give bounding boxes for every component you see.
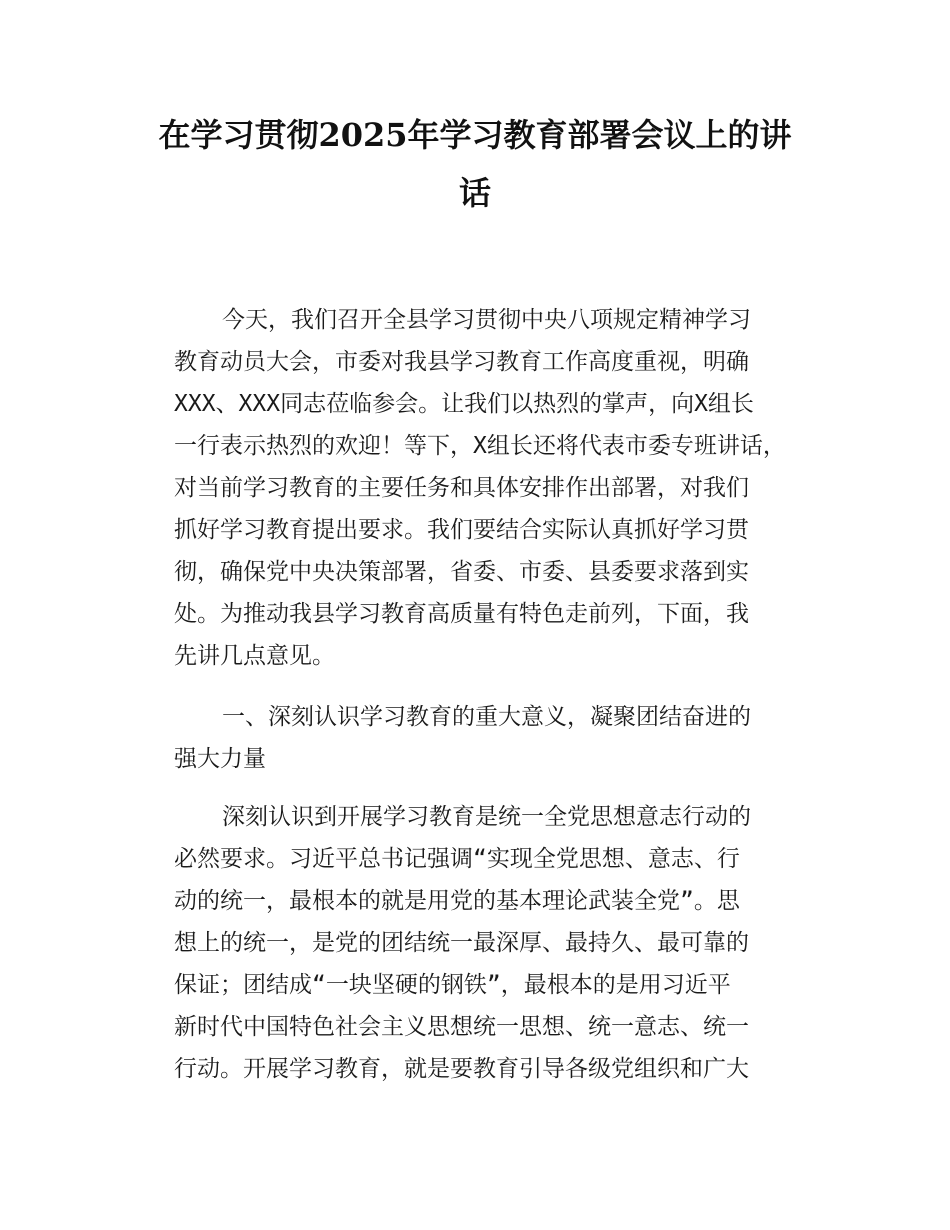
paragraph-1-line-7: 彻，确保党中央决策部署，省委、市委、县委要求落到实 — [174, 559, 749, 585]
paragraph-1-line-2: 教育动员大会，市委对我县学习教育工作高度重视，明确 — [174, 349, 749, 375]
paragraph-1-line-6: 抓好学习教育提出要求。我们要结合实际认真抓好学习贯 — [174, 517, 749, 543]
paragraph-1-line-3: XXX、XXX同志莅临参会。让我们以热烈的掌声，向X组长 — [174, 391, 754, 417]
paragraph-2-line-5: 保证；团结成“一块坚硬的钢铁”，最根本的是用习近平 — [174, 972, 731, 998]
document-title-line-1: 在学习贯彻2025年学习教育部署会议上的讲 — [158, 116, 792, 154]
document-title-line-2: 话 — [458, 174, 491, 212]
paragraph-2-line-3: 动的统一，最根本的就是用党的基本理论武装全党”。思 — [174, 888, 740, 914]
paragraph-2-line-7: 行动。开展学习教育，就是要教育引导各级党组织和广大 — [174, 1056, 749, 1082]
paragraph-1-line-5: 对当前学习教育的主要任务和具体安排作出部署，对我们 — [174, 475, 749, 501]
paragraph-1-line-9: 先讲几点意见。 — [174, 643, 335, 669]
paragraph-1-line-8: 处。为推动我县学习教育高质量有特色走前列，下面，我 — [174, 601, 749, 627]
paragraph-2-line-1: 深刻认识到开展学习教育是统一全党思想意志行动的 — [222, 804, 751, 830]
paragraph-1-line-1: 今天，我们召开全县学习贯彻中央八项规定精神学习 — [222, 307, 751, 333]
paragraph-2-line-2: 必然要求。习近平总书记强调“实现全党思想、意志、行 — [174, 846, 740, 872]
section-heading-line-2: 强大力量 — [174, 746, 266, 772]
paragraph-1-line-4: 一行表示热烈的欢迎！等下，X组长还将代表市委专班讲话， — [174, 433, 786, 459]
paragraph-2-line-4: 想上的统一，是党的团结统一最深厚、最持久、最可靠的 — [174, 930, 749, 956]
paragraph-2-line-6: 新时代中国特色社会主义思想统一思想、统一意志、统一 — [174, 1014, 749, 1040]
section-heading-line-1: 一、深刻认识学习教育的重大意义，凝聚团结奋进的 — [222, 704, 751, 730]
